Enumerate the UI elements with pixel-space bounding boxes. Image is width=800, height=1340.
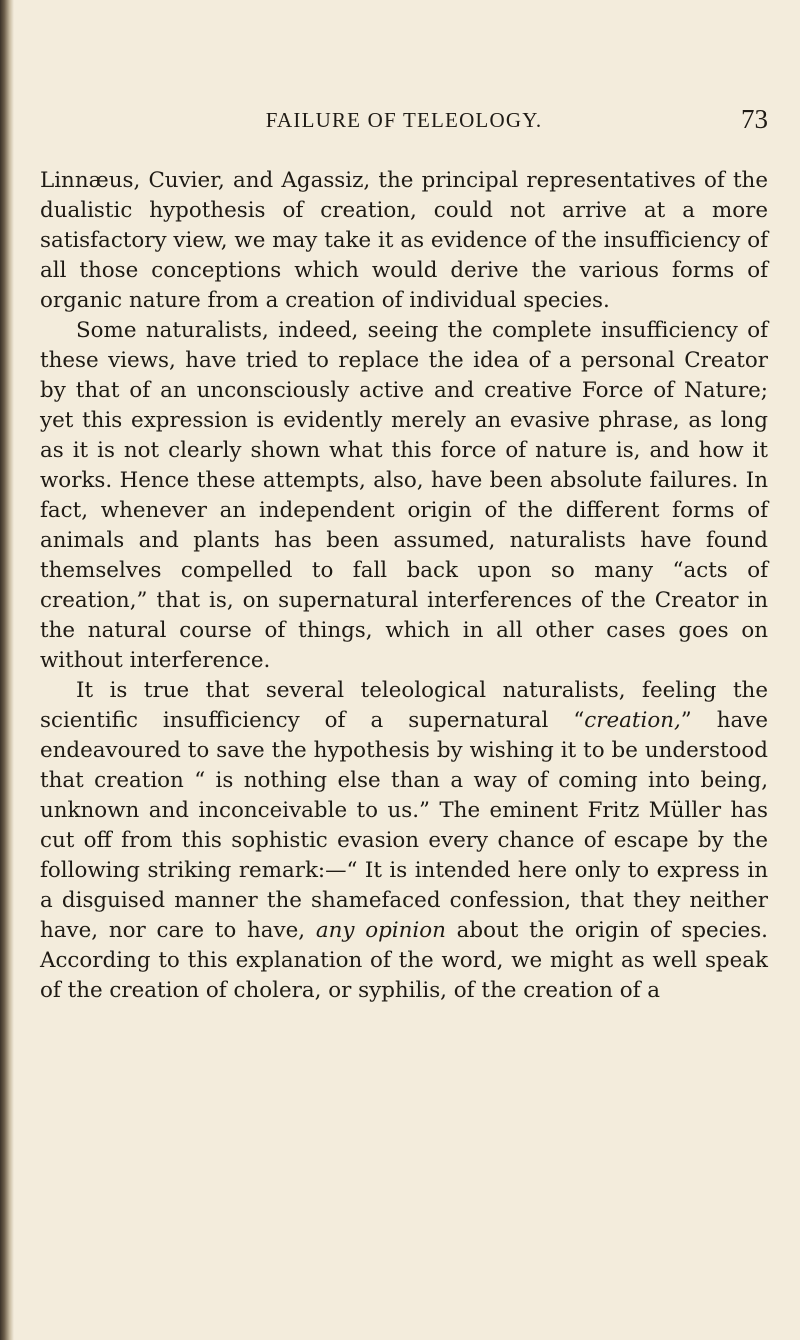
page-gutter-shadow xyxy=(0,0,14,1340)
paragraph-3-text-b: ” have endeavoured to save the hypothesis by wishing it to be understood that creation “ is nothing else than a way of coming into being, unknown and inconceivable to us.” The eminent Fritz Müller has cut off from this sophistic evasion every chance of escape by the following striking remark:—“ It is intended here only to express in a disguised manner the shamefaced confession, that they neither have, nor care to have, xyxy=(40,708,769,943)
running-title: FAILURE OF TELEOLOGY. xyxy=(265,108,543,132)
page-number: 73 xyxy=(741,104,768,134)
paragraph-3-text-a: It is true that several teleological naturalists, feeling the scientific insufficiency of a supernatural “ xyxy=(40,678,768,733)
page-header xyxy=(40,104,768,148)
paragraph-1: Linnæus, Cuvier, and Agassiz, the principal representatives of the dualistic hypothesis of creation, could not arrive at a more satisfactory view, we may take it as evidence of the insufficiency of all those conceptions which would derive the various forms of organic nature from a creation of individual species. xyxy=(40,168,768,313)
book-page xyxy=(40,104,769,1006)
paragraph-3-italic-creation: creation, xyxy=(584,708,681,733)
paragraph-2: Some naturalists, indeed, seeing the complete insufficiency of these views, have tried to replace the idea of a personal Creator by that of an unconsciously active and creative Force of Nature; yet this expression is evidently merely an evasive phrase, as long as it is not clearly shown what this force of nature is, and how it works. Hence these attempts, also, have been absolute failures. In fact, whenever an independent origin of the different forms of animals and plants has been assumed, naturalists have found themselves compelled to fall back upon so many “acts of creation,” that is, on supernatural interferences of the Creator in the natural course of things, which in all other cases goes on without interference. xyxy=(40,318,768,673)
paragraph-3-text-c: about the origin of species. According to this explanation of the word, we might as well speak of the creation of cholera, or syphilis, of the creation of a xyxy=(40,918,768,1003)
body-text xyxy=(40,166,768,1006)
paragraph-3-italic-any-opinion: any opinion xyxy=(315,918,446,943)
paragraph-3 xyxy=(40,676,768,1006)
